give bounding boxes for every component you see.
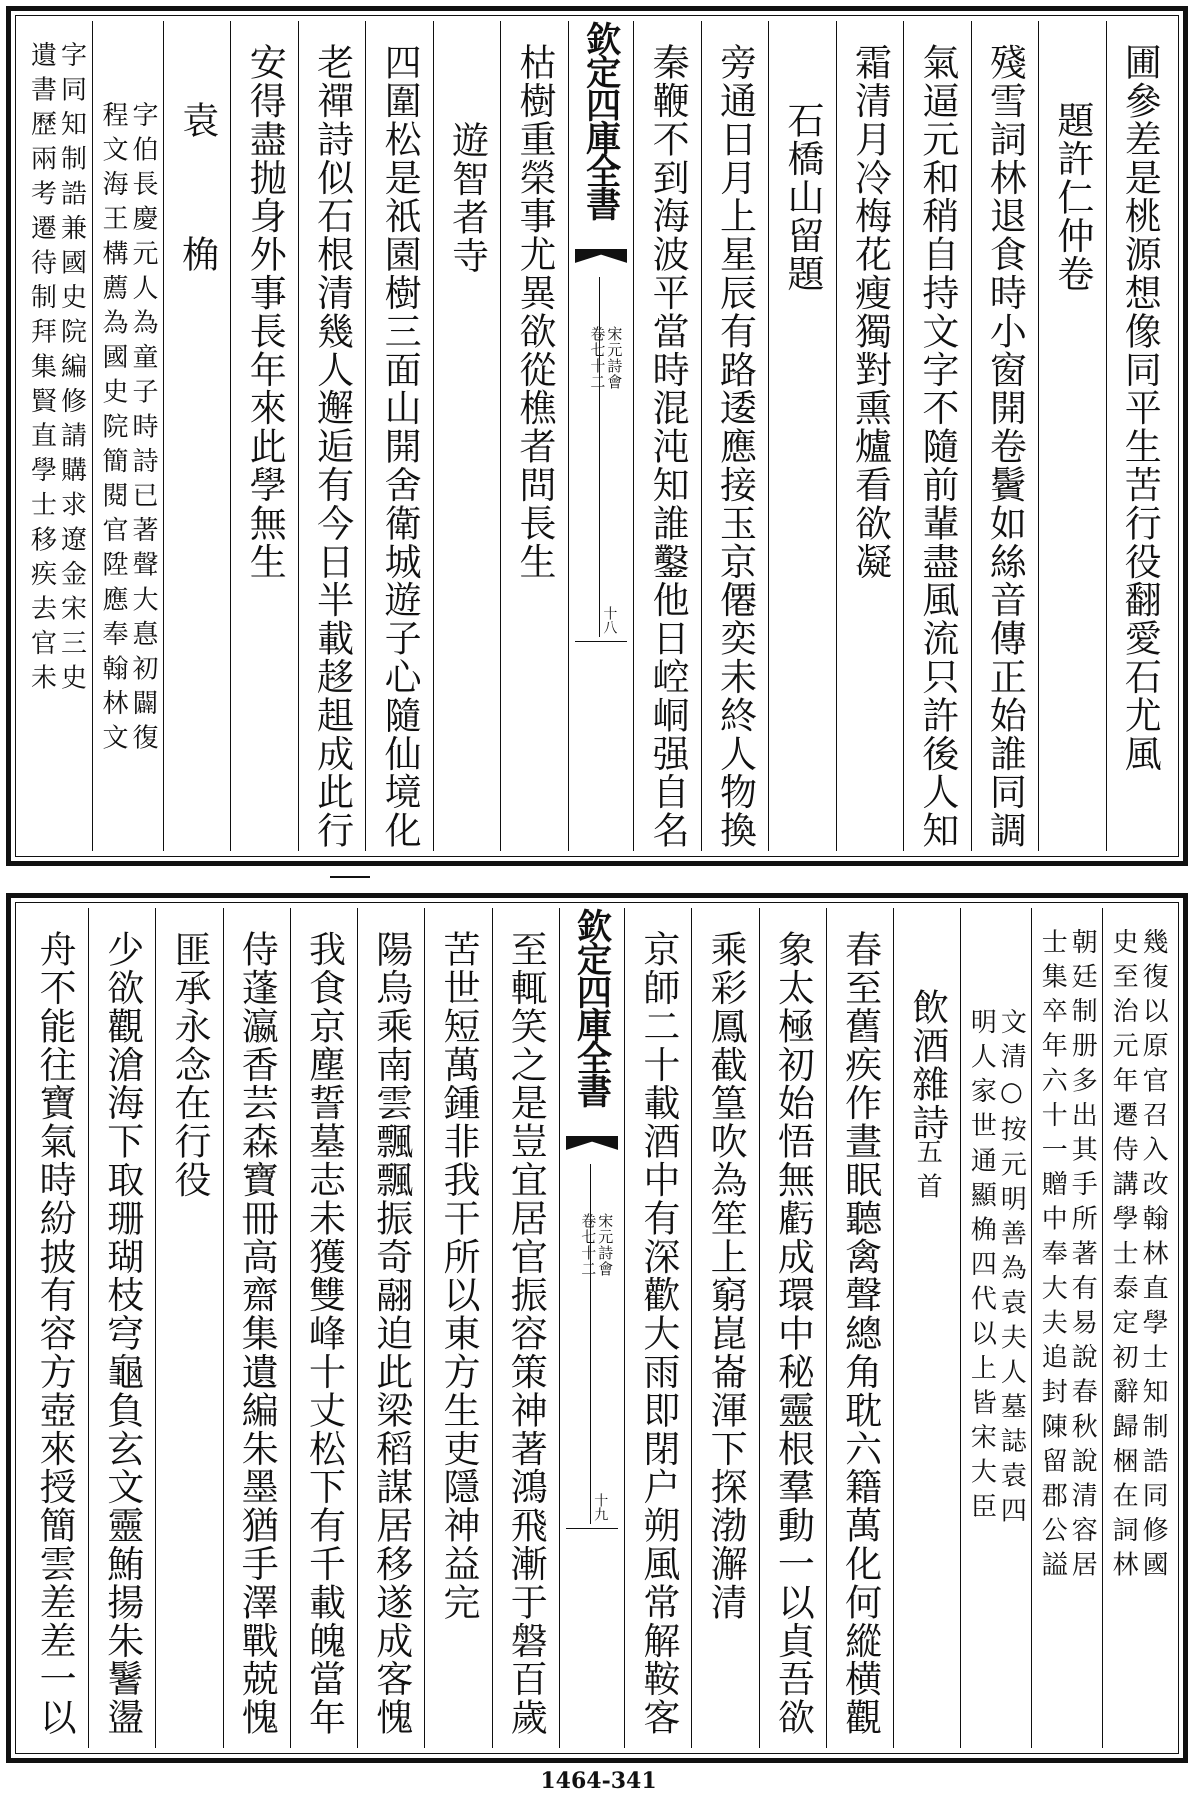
text-column: 春至舊疾作晝眠聽禽聲總角耽六籍萬化何縱横觀: [826, 908, 893, 1748]
text-column: 圃參差是桃源想像同平生苦行役翻愛石尤風: [1106, 21, 1173, 851]
text-column: 殘雪詞林退食時小窗開卷鬢如絲音傳正始誰同調: [971, 21, 1038, 851]
leaf-number: 十八: [601, 606, 618, 634]
leaf-number: 十九: [592, 1493, 609, 1521]
poem-title-note: 五首: [912, 1138, 943, 1208]
text-column: 老禪詩似石根清幾人邂逅有今日半載趍趄成此行: [298, 21, 365, 851]
text-column: 袁 桷: [163, 21, 230, 851]
text-column: 石橋山留題: [768, 21, 835, 851]
book-title: 欽定四庫全書: [580, 21, 622, 219]
text-column: 我食京塵誓墓志未獲雙峰十丈松下有千載魄當年: [290, 908, 357, 1748]
text-column: 四圍松是祇園樹三面山開舍衛城遊子心隨仙境化: [365, 21, 432, 851]
text-column: 匪承永念在行役: [155, 908, 222, 1748]
text-column: 遊智者寺: [433, 21, 500, 851]
text-column: 侍蓬瀛香芸森寶冊高齋集遺編朱墨猶手澤戰兢愧: [223, 908, 290, 1748]
text-column: 安得盡抛身外事長年來此學無生: [230, 21, 297, 851]
text-column: 枯樹重榮事尤異欲從樵者問長生: [500, 21, 567, 851]
annotation-column: 字伯長慶元人為童子時詩已著聲大惪初闢復 程文海王構薦為國史院簡閱官陞應奉翰林文: [92, 21, 163, 851]
center-gutter: [568, 21, 634, 851]
text-column: 氣逼元和稍自持文字不隨前輩盡風流只許後人知: [903, 21, 970, 851]
book-title: 欽定四庫全書: [571, 908, 613, 1106]
text-column: 舟不能往寶氣時紛披有容方壺來授簡雲差差一以: [33, 930, 77, 1737]
fish-tail-mark: [569, 249, 634, 275]
page-number: 1464-341: [540, 1768, 657, 1794]
annotation-column: 字同知制誥兼國史院編修請購求遼金宋三史 遺書歷兩考遷待制拜集賢直學士移疾去官未: [26, 41, 87, 699]
text-column: 霜清月冷梅花瘦獨對熏爐看欲凝: [836, 21, 903, 851]
poem-title-column: [893, 908, 960, 1748]
volume-label: 宋元詩會 卷七十二: [579, 1213, 615, 1277]
bottom-page: [6, 893, 1188, 1763]
text-column: 少欲觀滄海下取珊瑚枝穹龜負玄文靈鮪揚朱鬐盪: [88, 908, 155, 1748]
poem-title: 飲酒雜詩: [905, 988, 949, 1142]
text-column: 秦鞭不到海波平當時混沌知誰鑿他日崆峒强自名: [633, 21, 700, 851]
text-column: 京師二十載酒中有深歡大雨即閉户朔風常解鞍客: [624, 908, 691, 1748]
top-page: [6, 6, 1188, 866]
text-column: 題許仁仲卷: [1038, 21, 1105, 851]
annotation-column: 朝廷制册多出其手所著有易說春秋說清容居 士集卒年六十一贈中奉大夫追封陳留郡公謚: [1031, 908, 1102, 1748]
text-column: 至輒笑之是豈宜居官振容策神著鴻飛漸于磐百歲: [492, 908, 559, 1748]
annotation-column: 幾復以原官召入改翰林直學士知制誥同修國 史至治元年遷侍講學士泰定初辭歸梱在詞林: [1102, 908, 1173, 1748]
fish-tail-mark: [560, 1136, 624, 1162]
annotation-column: 文清○按元明善為袁夫人墓誌袁四 明人家世通顯桷四代以上皆宋大臣: [960, 908, 1031, 1748]
text-column: 乘彩鳳截篁吹為笙上窮崑崙渾下探渤澥清: [691, 908, 758, 1748]
volume-label: 宋元詩會 卷七十二: [588, 326, 624, 390]
text-column: 苦世短萬鍾非我干所以東方生吏隱神益完: [424, 908, 491, 1748]
text-column: 旁通日月上星辰有路逶應接玉京僊奕未終人物換: [701, 21, 768, 851]
text-column: 陽烏乘南雲飄飄振奇翮迫此梁稻謀居移遂成客愧: [357, 908, 424, 1748]
text-column: 象太極初始悟無虧成環中秘靈根羣動一以貞吾欲: [759, 908, 826, 1748]
center-gutter: [559, 908, 624, 1748]
